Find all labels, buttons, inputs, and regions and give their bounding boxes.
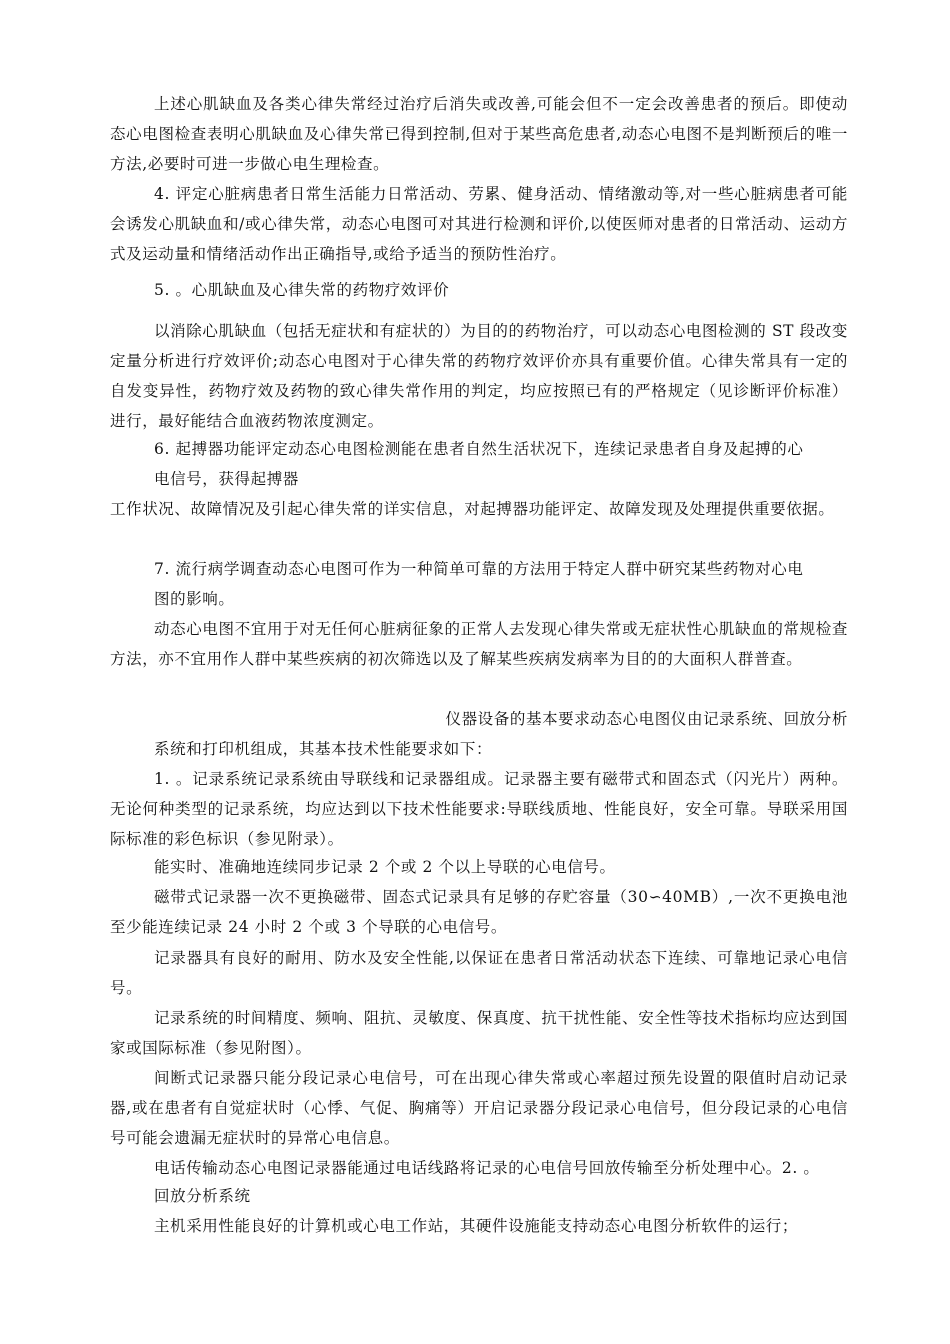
paragraph-durability: 记录器具有良好的耐用、防水及安全性能,以保证在患者日常活动状态下连续、可靠地记录心电信号。 (110, 949, 848, 997)
paragraph-host-computer: 主机采用性能良好的计算机或心电工作站，其硬件设施能支持动态心电图分析软件的运行； (154, 1217, 799, 1235)
paragraph-not-suitable: 动态心电图不宜用于对无任何心脏病征象的正常人去发现心律失常或无症状性心肌缺血的常规检查方法，亦不宜用作人群中某些疾病的初次筛选以及了解某些疾病发病率为目的的大面积人群普查。 (110, 620, 848, 668)
paragraph-precision: 记录系统的时间精度、频响、阻抗、灵敏度、保真度、抗干扰性能、安全性等技术指标均应达到国家或国际标准（参见附图）。 (110, 1009, 848, 1057)
paragraph-item-6-line1: 6. 起搏器功能评定动态心电图检测能在患者自然生活状况下，连续记录患者自身及起搏的心 (154, 440, 804, 458)
heading-item-5: 5. 。心肌缺血及心律失常的药物疗效评价 (154, 281, 450, 299)
paragraph-item-7-line1: 7. 流行病学调查动态心电图可作为一种简单可靠的方法用于特定人群中研究某些药物对心电 (154, 560, 804, 578)
paragraph-recording-system: 1. 。记录系统记录系统由导联线和记录器组成。记录器主要有磁带式和固态式（闪光片）两种。无论何种类型的记录系统，均应达到以下技术性能要求:导联线质地、性能良好，安全可靠。导联采用国际标准的彩色标识（参见附录）。 (110, 770, 848, 848)
paragraph-equipment-line1: 仪器设备的基本要求动态心电图仪由记录系统、回放分析 (445, 710, 848, 728)
paragraph-equipment-line2: 系统和打印机组成，其基本技术性能要求如下： (154, 740, 493, 758)
paragraph-realtime: 能实时、准确地连续同步记录 2 个或 2 个以上导联的心电信号。 (154, 858, 616, 876)
paragraph-intermittent: 间断式记录器只能分段记录心电信号，可在出现心律失常或心率超过预先设置的限值时启动记录器,或在患者有自觉症状时（心悸、气促、胸痛等）开启记录器分段记录心电信号，但分段记录的心电信号可能会遗漏无症状时的异常心电信息。 (110, 1069, 848, 1147)
heading-playback-system: 回放分析系统 (154, 1187, 251, 1205)
paragraph-item-6-line2: 电信号，获得起搏器 (154, 470, 299, 488)
paragraph-drug-efficacy: 以消除心肌缺血（包括无症状和有症状的）为目的的药物治疗，可以动态心电图检测的 ST 段改变定量分析进行疗效评价;动态心电图对于心律失常的药物疗效评价亦具有重要价值。心律失常具有一定的自发变异性，药物疗效及药物的致心律失常作用的判定，均应按照已有的严格规定（见诊断评价标准）进行，最好能结合血液药物浓度测定。 (110, 322, 848, 430)
paragraph-storage: 磁带式记录器一次不更换磁带、固态式记录具有足够的存贮容量（30∽40MB）,一次不更换电池至少能连续记录 24 小时 2 个或 3 个导联的心电信号。 (110, 888, 848, 936)
paragraph-telephone: 电话传输动态心电图记录器能通过电话线路将记录的心电信号回放传输至分析处理中心。2. 。 (154, 1159, 820, 1177)
paragraph-item-4: 4. 评定心脏病患者日常生活能力日常活动、劳累、健身活动、情绪激动等,对一些心脏病患者可能会诱发心肌缺血和/或心律失常，动态心电图可对其进行检测和评价,以使医师对患者的日常活动、运动方式及运动量和情绪活动作出正确指导,或给予适当的预防性治疗。 (110, 185, 848, 263)
paragraph-prognosis: 上述心肌缺血及各类心律失常经过治疗后消失或改善,可能会但不一定会改善患者的预后。即使动态心电图检查表明心肌缺血及心律失常已得到控制,但对于某些高危患者,动态心电图不是判断预后的唯一方法,必要时可进一步做心电生理检查。 (110, 95, 848, 173)
paragraph-item-7-line2: 图的影响。 (154, 590, 235, 608)
paragraph-pacemaker-status: 工作状况、故障情况及引起心律失常的详实信息，对起搏器功能评定、故障发现及处理提供重要依据。 (110, 500, 835, 518)
